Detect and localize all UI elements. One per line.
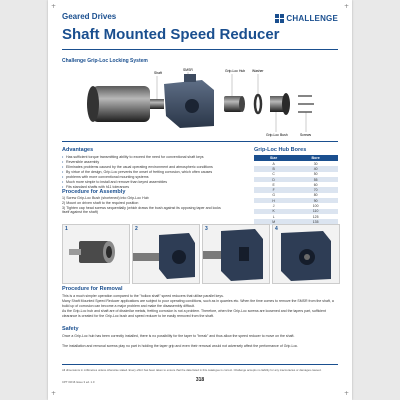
shaft-motor-shape (87, 86, 164, 122)
hub-photo-shape (63, 225, 129, 283)
removal-paragraph: Many Shaft Mounted Speed Reducer applications are subject to poor operating conditions, such as in quarries etc. When the time comes to remove the SMSR from the shaft, a build up of corrosion can become a major problem and make the disassembly difficult. (62, 299, 334, 308)
grip-loc-exploded-diagram (62, 66, 338, 138)
table-cell: 80 (313, 193, 318, 198)
table-cell: J (272, 204, 275, 209)
table-cell: 110 (293, 209, 338, 214)
table-cell: 70 (293, 187, 338, 192)
column-header-bore: Bore (293, 155, 338, 161)
crop-mark: + (343, 390, 349, 397)
gearbox-photo-shape (203, 225, 269, 283)
table-cell: 55 (293, 177, 338, 182)
removal-paragraph: As the Grip-Loc hub and shaft are of dissimilar metals, fretting corrosion is not a problem. Therefore, when the Grip-Loc screws are loosened and the tapers part, sufficient clearance is created for the Grip-Loc bush and speed reducer to be easily removed from the shaft. (62, 309, 326, 318)
list-item: • By virtue of the design, Grip-Loc prevents the onset of fretting corrosion, which often causes (62, 170, 213, 175)
title-rule (62, 49, 338, 50)
safety-paragraph: Once a Grip-Loc hub has been correctly installed, there is no possibility for the taper to "break" and thus allow the speed reducer to move on the shaft. (62, 334, 295, 338)
label-washer: Washer (252, 69, 264, 73)
washer-shape (255, 95, 261, 113)
table-cell: A (272, 161, 275, 166)
section-rule (62, 141, 338, 142)
grip-loc-hub-shape (224, 96, 245, 112)
assembly-photo-3 (202, 224, 270, 284)
page-title: Shaft Mounted Speed Reducer (62, 26, 280, 43)
photo-label: 4 (275, 226, 278, 232)
crop-mark: + (51, 390, 57, 397)
brand-name: CHALLENGE (286, 14, 338, 23)
footer-rule (62, 364, 338, 365)
table-cell: D (254, 177, 293, 182)
crop-mark: + (51, 3, 57, 10)
page-number: 318 (195, 377, 205, 383)
grip-loc-bush-shape (270, 93, 290, 115)
gearbox-photo-shape (133, 225, 199, 283)
screws-shape (298, 96, 314, 112)
assembly-steps (62, 196, 221, 215)
list-item: 3) Tighten cap head screws sequentially (which draws the bush against its opposing taper and locks (62, 205, 221, 210)
label-smsr: SMSR (183, 68, 193, 72)
table-cell: 50 (313, 172, 318, 177)
hub-bores-table (254, 147, 338, 225)
list-item: • Eliminates problems caused by the usual operating environment and atmospheric conditions (62, 165, 213, 170)
bores-table (254, 155, 338, 225)
advantages-list (62, 155, 213, 190)
assembly-heading: Procedure for Assembly (62, 189, 126, 195)
document-code: CPT 03/16 Issue 3 ed. 1.0 (62, 380, 95, 384)
photo-label: 3 (205, 226, 208, 232)
safety-heading: Safety (62, 326, 79, 332)
smsr-gearbox-shape (164, 74, 214, 128)
label-grip-loc-bush: Grip-Loc Bush (266, 133, 288, 137)
gearbox-photo-shape (273, 225, 339, 283)
advantages-heading: Advantages (62, 147, 94, 153)
logo-mark-icon (275, 14, 284, 23)
table-cell: 40 (293, 166, 338, 171)
table-cell: H (254, 198, 293, 203)
table-cell: 90 (293, 198, 338, 203)
assembly-photo-1 (62, 224, 130, 284)
table-cell: 125 (312, 214, 319, 219)
table-cell: 100 (312, 204, 319, 209)
list-item: • Reversible assembly (62, 160, 213, 165)
removal-heading: Procedure for Removal (62, 286, 123, 292)
list-item: • Has sufficient torque transmitting ability to exceed the need for conventional shaft keys (62, 155, 213, 160)
list-item: 2) Mount on driven shaft to the required position (62, 200, 139, 205)
table-cell: 30 (313, 161, 318, 166)
list-item: • problems with more conventional mounting systems (62, 175, 213, 180)
list-item: • Much more simple to install and remove than keyed assemblies (62, 180, 213, 185)
assembly-photo-4 (272, 224, 340, 284)
diagram-subtitle: Challenge Grip-Loc Locking System (62, 58, 148, 64)
safety-paragraph: The installation and removal screws play no part in holding the taper grip and even their removal would not adversely affect the performance of Grip-Loc. (62, 344, 299, 348)
list-item: 1) Screw Grip-Loc Bush (shortened) into Grip-Loc Hub (62, 196, 149, 200)
table-cell: B (254, 166, 293, 171)
table-cell: F (254, 187, 293, 192)
crop-mark: + (343, 3, 349, 10)
photo-label: 2 (135, 226, 138, 232)
assembly-photo-2 (132, 224, 200, 284)
table-cell: 60 (313, 182, 318, 187)
label-shaft: Shaft (154, 71, 162, 75)
list-item: itself against the shaft) (62, 210, 98, 215)
catalogue-page (48, 0, 352, 400)
hub-bores-title: Grip-Loc Hub Bores (254, 147, 307, 153)
list-item: • Fits standard shafts with h11 tolerances (62, 185, 213, 190)
label-grip-loc-hub: Grip-Loc Hub (225, 69, 246, 73)
table-cell: L (272, 214, 275, 219)
column-header-size: Size (254, 155, 293, 161)
label-screws: Screws (300, 133, 312, 137)
section-tag: Geared Drives (62, 12, 117, 21)
table-cell: K (254, 209, 293, 214)
brand-logo (275, 14, 338, 23)
photo-label: 1 (65, 226, 68, 232)
table-cell: G (272, 193, 275, 198)
table-cell: M (254, 219, 293, 224)
table-cell: E (272, 182, 275, 187)
removal-paragraph: This is a much simpler operation compared to the "hollow shaft" speed reducers that utilise parallel keys. (62, 294, 224, 298)
table-cell: C (272, 172, 275, 177)
footer-note: All dimensions in millimetres unless otherwise stated. Every effort has been taken to ensure that the data listed in this catalogue is correct. Challenge accepts no liability for any inaccuracies or damages caused. (62, 368, 322, 372)
table-cell: 135 (293, 219, 338, 224)
